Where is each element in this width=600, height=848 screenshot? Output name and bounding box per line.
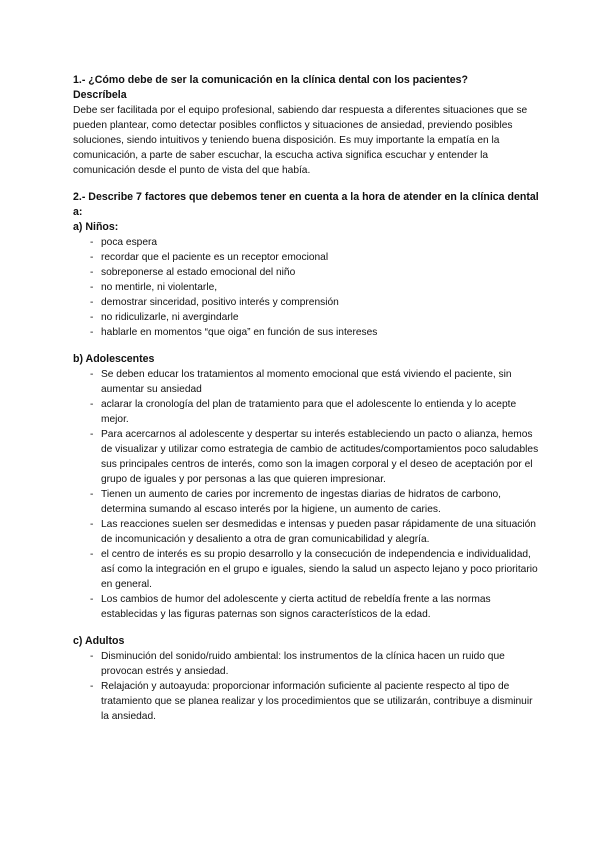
list-item: - no mentirle, ni violentarle,	[73, 280, 543, 295]
section-adolescentes	[73, 352, 543, 622]
question-1-answer: Debe ser facilitada por el equipo profesional, sabiendo dar respuesta a diferentes situaciones que se pueden plantear, como detectar posibles conflictos y situaciones de ansiedad, previendo posibles soluciones, siendo intuitivos y teniendo buena disposición. Es muy importante la empatía en la comunicación, a parte de saber escuchar, la escucha activa significa escuchar y entender la comunicación desde el punto de vista del que había.	[73, 105, 528, 176]
list-item: - recordar que el paciente es un receptor emocional	[73, 250, 543, 265]
document-page	[73, 73, 543, 724]
list-item: - aclarar la cronología del plan de tratamiento para que el adolescente lo entienda y lo acepte mejor.	[73, 397, 543, 427]
question-1-title: 1.- ¿Cómo debe de ser la comunicación en la clínica dental con los pacientes?	[73, 74, 469, 86]
list-item: - demostrar sinceridad, positivo interés y comprensión	[73, 295, 543, 310]
question-2-title: 2.- Describe 7 factores que debemos tener en cuenta a la hora de atender en la clínica dental a:	[73, 191, 539, 218]
list-item: - el centro de interés es su propio desarrollo y la consecución de independencia e individualidad, así como la integración en el grupo e iguales, siendo la salud un aspecto lejano y poco prioritario en general.	[73, 547, 543, 592]
section-heading: c) Adultos	[73, 635, 125, 647]
list-item: - no ridiculizarle, ni avergindarle	[73, 310, 543, 325]
list-item: - Relajación y autoayuda: proporcionar información suficiente al paciente respecto al tipo de tratamiento que se planea realizar y los procedimientos que se utilizarán, contribuye a disminuir la ansiedad.	[73, 679, 543, 724]
list-item: - Para acercarnos al adolescente y despertar su interés estableciendo un pacto o alianza, hemos de visualizar y utilizar como estrategia de cambio de actitudes/comportamientos poco saludables sus principales centros de interés, como son la imagen corporal y el deseo de aceptación por el grupo de iguales y por personas a las que quieren impresionar.	[73, 427, 543, 487]
list-item: - Tienen un aumento de caries por incremento de ingestas diarias de hidratos de carbono, determina sumando al escaso interés por la higiene, un aumento de caries.	[73, 487, 543, 517]
list-item: - Las reacciones suelen ser desmedidas e intensas y pueden pasar rápidamente de una situación de incomunicación y desaliento a otra de gran comunicabilidad y alegría.	[73, 517, 543, 547]
section-adultos	[73, 634, 543, 724]
list-item: - Los cambios de humor del adolescente y cierta actitud de rebeldía frente a las normas establecidas y las figuras paternas son signos característicos de la edad.	[73, 592, 543, 622]
list-item: - hablarle en momentos “que oiga” en función de sus intereses	[73, 325, 543, 340]
bullet-list	[73, 367, 543, 622]
list-item: - Disminución del sonido/ruido ambiental: los instrumentos de la clínica hacen un ruido que provocan estrés y ansiedad.	[73, 649, 543, 679]
question-1-subtitle: Descríbela	[73, 89, 127, 101]
list-item: - sobreponerse al estado emocional del niño	[73, 265, 543, 280]
section-heading: b) Adolescentes	[73, 353, 155, 365]
section-ninos	[73, 220, 543, 340]
section-heading: a) Niños:	[73, 221, 119, 233]
bullet-list	[73, 649, 543, 724]
list-item: - poca espera	[73, 235, 543, 250]
list-item: - Se deben educar los tratamientos al momento emocional que está viviendo el paciente, sin aumentar su ansiedad	[73, 367, 543, 397]
bullet-list	[73, 235, 543, 340]
